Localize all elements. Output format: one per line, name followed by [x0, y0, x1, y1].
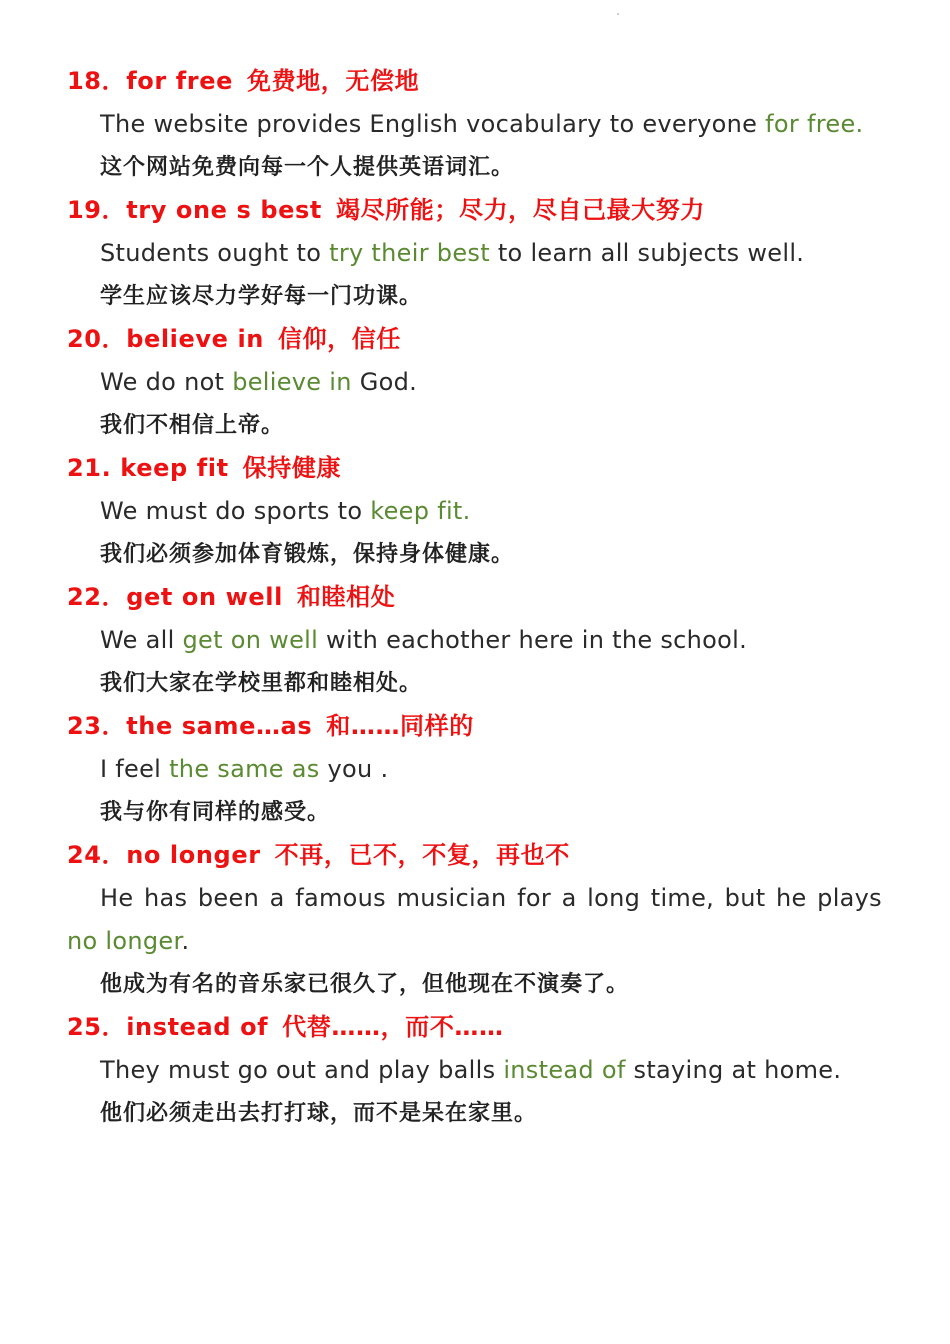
entry-number: 23． [67, 712, 127, 740]
entry-number: 22． [67, 583, 127, 611]
entry-meaning: 竭尽所能；尽力，尽自己最大努力 [335, 196, 705, 224]
sentence-text-end: staying at home. [625, 1056, 842, 1084]
highlighted-phrase: for free. [765, 110, 864, 138]
entry-phrase: believe in [126, 325, 264, 353]
entry-heading [67, 60, 882, 103]
sentence-text-end: . [181, 927, 190, 955]
example-sentence [67, 1049, 882, 1092]
entry-number: 21. [67, 454, 112, 482]
entry-meaning: 不再，已不，不复，再也不 [274, 841, 570, 869]
entry-meaning: 信仰，信任 [277, 325, 401, 353]
entry-number: 25． [67, 1013, 127, 1041]
entry-heading [67, 318, 882, 361]
chinese-translation: 我们必须参加体育锻炼，保持身体健康。 [100, 542, 515, 567]
example-sentence [67, 877, 882, 963]
sentence-text: He has been a famous musician for a long time, but he plays [100, 884, 882, 912]
sentence-text-end: with eachother here in the school. [318, 626, 748, 654]
chinese-translation: 我们不相信上帝。 [100, 413, 285, 438]
sentence-text: Students ought to [100, 239, 330, 267]
vocabulary-list [67, 60, 882, 1135]
example-sentence [67, 490, 882, 533]
entry-18 [67, 60, 882, 189]
chinese-translation: 他们必须走出去打打球，而不是呆在家里。 [100, 1101, 538, 1126]
highlighted-phrase: get on well [182, 626, 319, 654]
entry-phrase: instead of [126, 1013, 269, 1041]
sentence-text: I feel [100, 755, 170, 783]
example-sentence [67, 748, 882, 791]
chinese-translation: 这个网站免费向每一个人提供英语词汇。 [100, 155, 515, 180]
chinese-translation: 我们大家在学校里都和睦相处。 [100, 671, 423, 696]
sentence-text-end: you . [319, 755, 389, 783]
highlighted-phrase: no longer [67, 927, 182, 955]
entry-number: 18． [67, 67, 127, 95]
entry-meaning: 代替……，而不…… [282, 1013, 504, 1041]
highlighted-phrase: believe in [232, 368, 352, 396]
entry-heading [67, 189, 882, 232]
example-sentence [67, 361, 882, 404]
highlighted-phrase: keep fit. [370, 497, 471, 525]
sentence-text: The website provides English vocabulary to everyone [100, 110, 766, 138]
entry-phrase: no longer [126, 841, 261, 869]
sentence-text: They must go out and play balls [100, 1056, 504, 1084]
example-sentence [67, 232, 882, 275]
entry-heading [67, 1006, 882, 1049]
page-mark [617, 13, 619, 15]
entry-meaning: 保持健康 [242, 454, 342, 482]
highlighted-phrase: instead of [503, 1056, 626, 1084]
entry-25 [67, 1006, 882, 1135]
entry-number: 20． [67, 325, 127, 353]
entry-number: 19． [67, 196, 127, 224]
entry-24 [67, 834, 882, 1006]
entry-phrase: keep fit [120, 454, 229, 482]
entry-19 [67, 189, 882, 318]
highlighted-phrase: try their best [329, 239, 490, 267]
entry-meaning: 和睦相处 [296, 583, 396, 611]
entry-23 [67, 705, 882, 834]
sentence-text: We all [100, 626, 183, 654]
entry-meaning: 免费地，无偿地 [246, 67, 420, 95]
sentence-text: We do not [100, 368, 233, 396]
entry-22 [67, 576, 882, 705]
highlighted-phrase: the same as [169, 755, 320, 783]
entry-phrase: the same…as [126, 712, 313, 740]
example-sentence [67, 619, 882, 662]
entry-21 [67, 447, 882, 576]
entry-heading [67, 576, 882, 619]
sentence-text: We must do sports to [100, 497, 371, 525]
entry-phrase: try one s best [126, 196, 322, 224]
example-sentence [67, 103, 882, 146]
entry-heading [67, 834, 882, 877]
entry-number: 24． [67, 841, 127, 869]
entry-heading [67, 447, 882, 490]
chinese-translation: 我与你有同样的感受。 [100, 800, 331, 825]
entry-heading [67, 705, 882, 748]
chinese-translation: 他成为有名的音乐家已很久了，但他现在不演奏了。 [100, 972, 630, 997]
entry-phrase: get on well [126, 583, 283, 611]
chinese-translation: 学生应该尽力学好每一门功课。 [100, 284, 423, 309]
entry-phrase: for free [126, 67, 233, 95]
entry-meaning: 和……同样的 [326, 712, 474, 740]
sentence-text-end: to learn all subjects well. [489, 239, 805, 267]
entry-20 [67, 318, 882, 447]
sentence-text-end: God. [351, 368, 418, 396]
